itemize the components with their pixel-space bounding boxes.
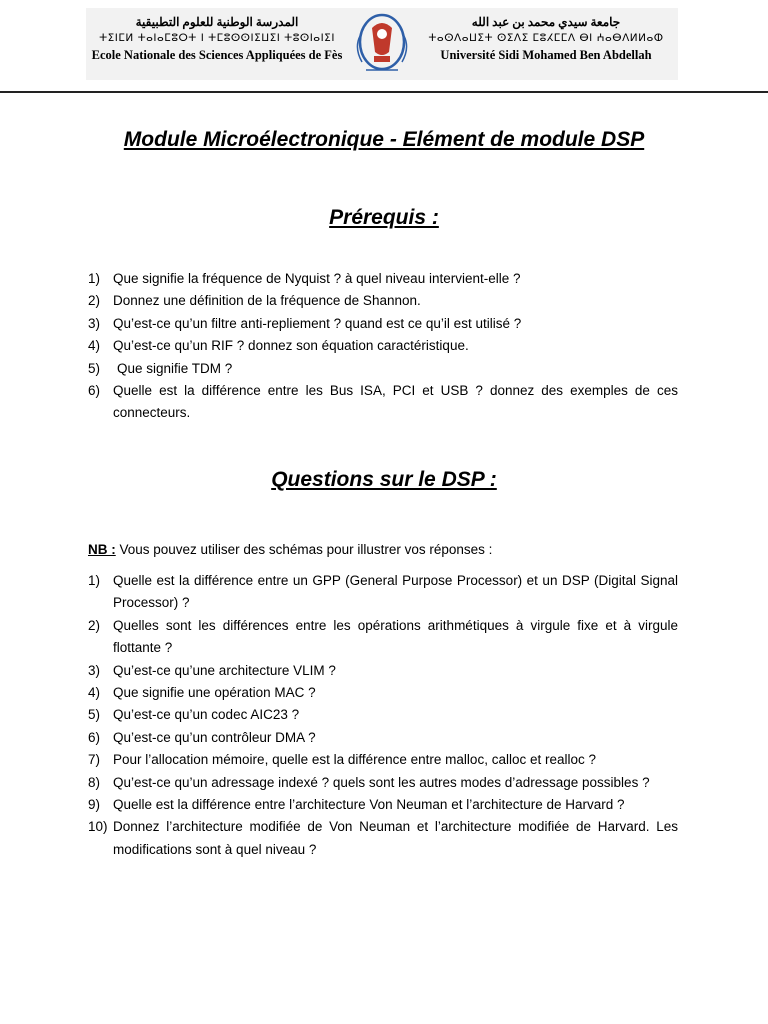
item-number: 3) — [88, 315, 101, 331]
school-name-french: Ecole Nationale des Sciences Appliquées de Fès — [91, 48, 343, 62]
item-number: 7) — [88, 752, 101, 768]
item-text: Qu’est-ce qu’un codec AIC23 ? — [113, 707, 300, 723]
item-text: Qu’est-ce qu’un RIF ? donnez son équation caractéristique. — [113, 338, 469, 354]
item-text: Pour l’allocation mémoire, quelle est la différence entre malloc, calloc et realloc ? — [113, 752, 596, 768]
list-item — [88, 682, 678, 704]
university-name-block — [414, 14, 678, 63]
letterhead — [86, 8, 678, 80]
item-number: 5) — [88, 707, 101, 723]
item-text: Donnez l’architecture modifiée de Von Neuman et l’architecture modifiée de Harvard. Les modifications sont à quel niveau ? — [113, 819, 678, 857]
item-number: 9) — [88, 797, 101, 813]
item-number: 6) — [88, 383, 101, 399]
item-number: 2) — [88, 293, 101, 309]
nb-text: Vous pouvez utiliser des schémas pour illustrer vos réponses : — [115, 542, 493, 557]
list-item — [88, 313, 678, 335]
item-number: 1) — [88, 271, 101, 286]
prerequisites-heading: Prérequis : — [329, 206, 439, 229]
university-logo — [350, 10, 414, 78]
university-name-french: Université Sidi Mohamed Ben Abdellah — [440, 48, 652, 62]
item-text: Quelle est la différence entre un GPP (General Purpose Processor) et un DSP (Digital Signal Processor) ? — [113, 573, 678, 611]
list-item — [88, 570, 678, 615]
university-name-arabic: جامعة سيدي محمد بن عبد الله — [471, 15, 621, 29]
item-number: 4) — [88, 685, 101, 701]
item-text: Qu’est-ce qu’un adressage indexé ? quels sont les autres modes d’adressage possibles ? — [113, 774, 650, 790]
item-number: 1) — [88, 573, 101, 588]
list-item — [88, 660, 678, 682]
document-title: Module Microélectronique - Elément de module DSP — [123, 128, 645, 151]
item-text: Que signifie la fréquence de Nyquist ? à quel niveau intervient-elle ? — [113, 271, 521, 286]
school-name-block — [86, 14, 348, 63]
nb-note — [88, 539, 492, 561]
list-item — [88, 615, 678, 660]
list-item — [88, 335, 678, 357]
item-text: Quelles sont les différences entre les opérations arithmétiques à virgule fixe et à virgule flottante ? — [113, 617, 678, 656]
item-text: Quelle est la différence entre l’architecture Von Neuman et l’architecture de Harvard ? — [113, 797, 625, 813]
item-text: Que signifie TDM ? — [117, 360, 233, 376]
item-number: 6) — [88, 729, 101, 745]
list-item — [88, 290, 678, 312]
list-item — [88, 772, 678, 794]
list-item — [88, 749, 678, 771]
item-text: Que signifie une opération MAC ? — [113, 685, 316, 701]
item-text: Quelle est la différence entre les Bus ISA, PCI et USB ? donnez des exemples de ces connecteurs. — [113, 383, 678, 421]
school-name-arabic: المدرسة الوطنية للعلوم التطبيقية — [135, 15, 299, 29]
dsp-questions-heading: Questions sur le DSP : — [271, 468, 497, 491]
item-number: 3) — [88, 662, 101, 678]
item-number: 4) — [88, 338, 101, 354]
university-name-tifinagh: ⵜⴰⵙⴷⴰⵡⵉⵜ ⵙⵉⴷⵉ ⵎⵓⵃⵎⵎⴷ ⴱⵏ ⵄⴰⴱⴷⵍⵍⴰⵀ — [428, 32, 664, 44]
nb-label: NB : — [88, 542, 116, 557]
item-text: Donnez une définition de la fréquence de Shannon. — [113, 293, 421, 309]
list-item — [88, 727, 678, 749]
list-item — [88, 268, 678, 290]
list-item — [88, 816, 678, 861]
item-number: 2) — [88, 617, 101, 633]
item-number: 5) — [88, 360, 101, 376]
list-item — [88, 380, 678, 425]
prerequisites-list — [88, 268, 678, 425]
item-number: 10) — [88, 819, 108, 835]
dsp-questions-list — [88, 570, 678, 861]
school-name-tifinagh: ⵜⵉⵏⵎⵍ ⵜⴰⵏⴰⵎⵓⵔⵜ ⵏ ⵜⵎⵓⵙⵙⵏⵉⵡⵉⵏ ⵜⵓⵙⵏⴰⵏⵉⵏ — [99, 32, 335, 44]
list-item — [88, 358, 678, 380]
list-item — [88, 704, 678, 726]
header-divider — [0, 91, 768, 93]
item-text: Qu’est-ce qu’un contrôleur DMA ? — [113, 729, 316, 745]
item-number: 8) — [88, 774, 101, 790]
item-text: Qu’est-ce qu’un filtre anti-repliement ? quand est ce qu’il est utilisé ? — [113, 315, 522, 331]
item-text: Qu’est-ce qu’une architecture VLIM ? — [113, 662, 336, 678]
list-item — [88, 794, 678, 816]
